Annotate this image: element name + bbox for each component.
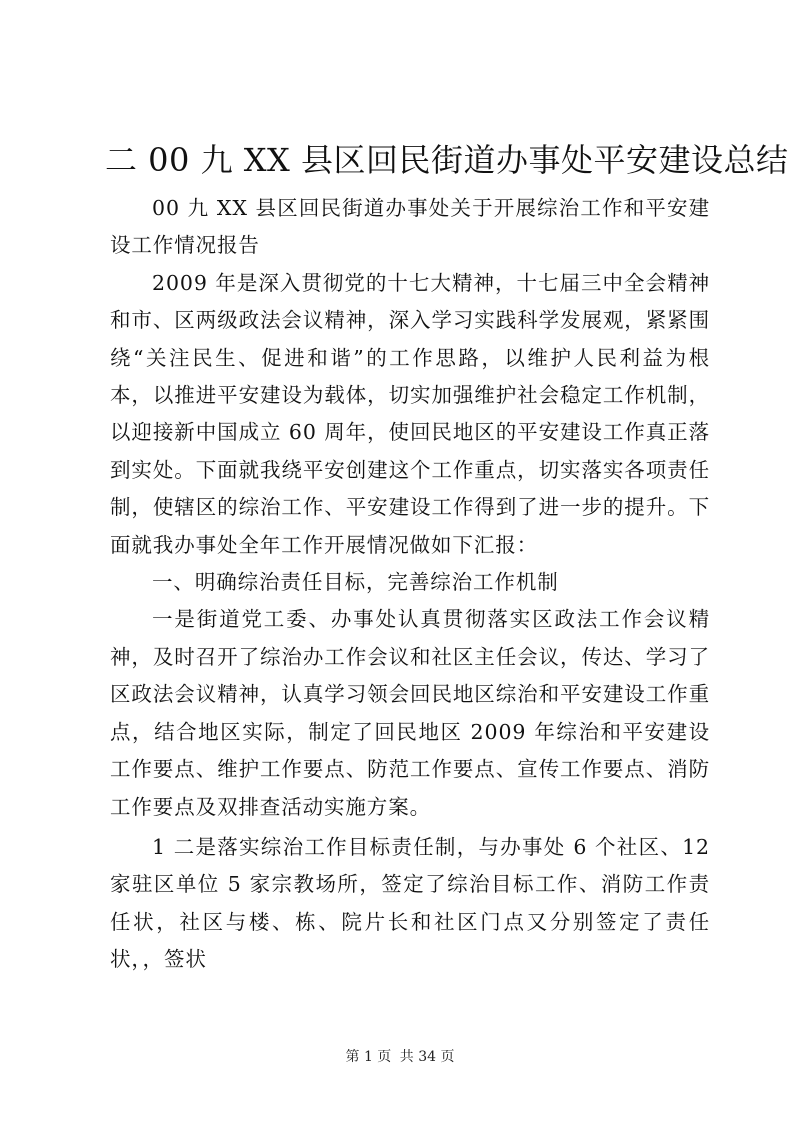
- total-pages: 共 34 页: [399, 1049, 455, 1065]
- section-heading: 一、明确综治责任目标，完善综治工作机制: [152, 570, 559, 595]
- intro-paragraph: 2009 年是深入贯彻党的十七大精神，十七届三中全会精神和市、区两级政法会议精神，深入学习实践科学发展观，紧紧围绕“关注民生、促进和谐”的工作思路，以维护人民利益为根本，以推进平安建设为载体，切实加强维护社会稳定工作机制，以迎接新中国成立 60 周年，使回民地区的平安建设工作真正落到实处。下面就我绕平安创建这个工作重点，切实落实各项责任制，使辖区的综治工作、平安建设工作得到了进一步的提升。下面就我办事处全年工作开展情况做如下汇报：: [110, 270, 710, 557]
- item-two-paragraph: 1 二是落实综治工作目标责任制，与办事处 6 个社区、12 家驻区单位 5 家宗教场所，签定了综治目标工作、消防工作责任状，社区与楼、栋、院片长和社区门点又分别签定了责任状，，签状: [110, 834, 710, 972]
- item-one-paragraph: 一是街道党工委、办事处认真贯彻落实区政法工作会议精神，及时召开了综治办工作会议和社区主任会议，传达、学习了区政法会议精神，认真学习领会回民地区综治和平安建设工作重点，结合地区实际，制定了回民地区 2009 年综治和平安建设工作要点、维护工作要点、防范工作要点、宣传工作要点、消防工作要点及双排查活动实施方案。: [110, 607, 710, 819]
- document-body: [110, 190, 710, 979]
- page-footer: [0, 1047, 800, 1067]
- document-title: 二 00 九 XX 县区回民街道办事处平安建设总结: [105, 141, 789, 179]
- report-subtitle-paragraph: 00 九 XX 县区回民街道办事处关于开展综治工作和平安建设工作情况报告: [110, 196, 710, 258]
- page-number: 第 1 页: [345, 1049, 392, 1065]
